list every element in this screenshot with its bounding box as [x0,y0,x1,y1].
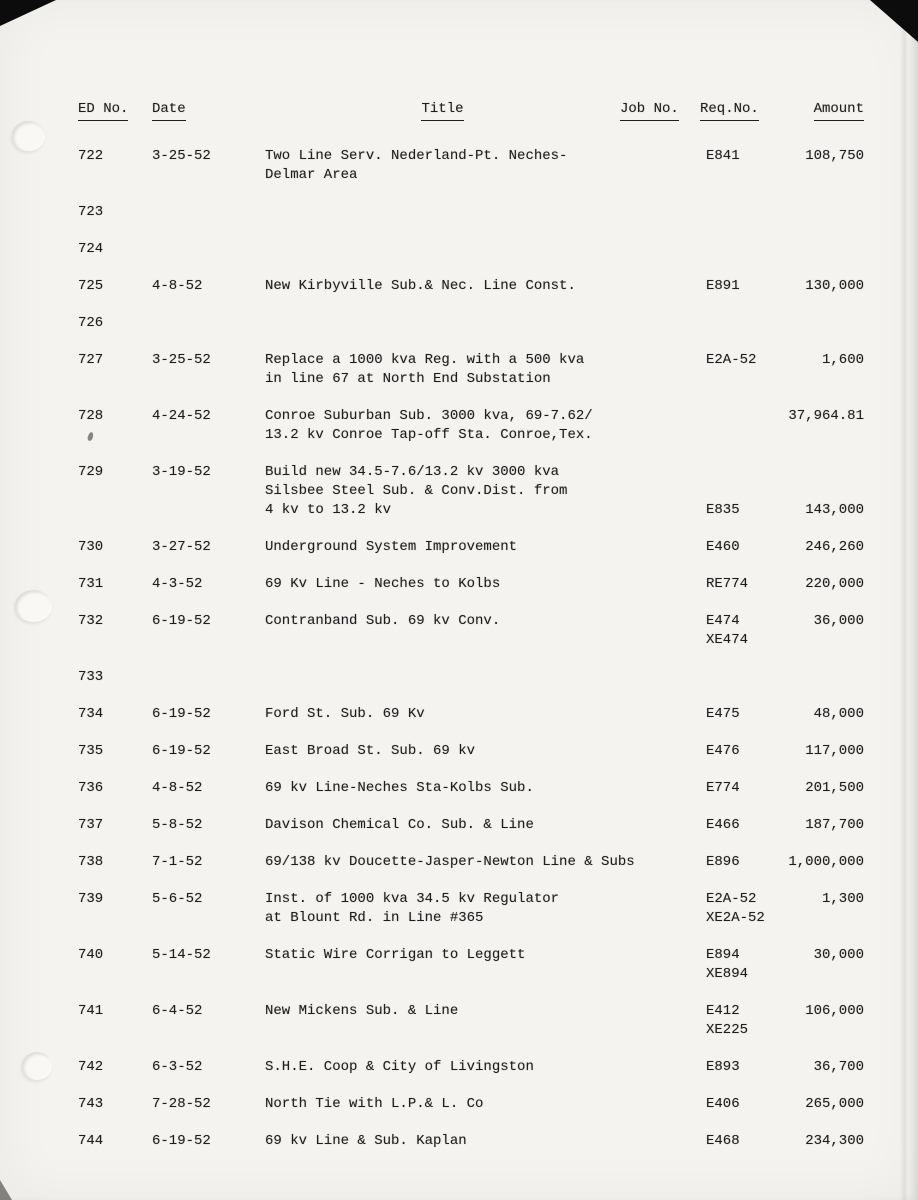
req-line: XE474 [706,632,749,648]
punch-hole [12,121,45,151]
header-job-no [620,100,700,121]
table-row [78,1058,900,1077]
table-row [78,816,900,835]
ed-cell: 735 [78,743,104,759]
title-cell [265,203,620,222]
amount-line: 108,750 [805,148,864,164]
req-cell [700,853,788,872]
table-row [78,203,900,222]
table-row [78,463,900,520]
scan-artifact-corner-bottom-left [0,1180,12,1200]
req-cell [700,705,788,724]
req-line: E474 [706,613,740,629]
title-line: Conroe Suburban Sub. 3000 kva, 69-7.62/ [265,408,593,424]
date-cell: 7-28-52 [152,1096,211,1112]
req-line: RE774 [706,576,749,592]
ed-cell: 729 [78,464,104,480]
req-line: E893 [706,1059,740,1075]
req-cell [700,463,788,520]
req-line: XE894 [706,966,749,982]
job-cell [620,407,700,445]
amount-cell [788,240,900,259]
table-row [78,890,900,928]
req-cell [700,890,788,928]
title-cell [265,1058,620,1077]
amount-line: 30,000 [813,947,864,963]
date-cell: 3-25-52 [152,352,211,368]
date-cell: 3-19-52 [152,464,211,480]
amount-line [788,463,864,482]
job-cell [620,890,700,928]
title-cell [265,779,620,798]
ed-cell: 732 [78,613,104,629]
punch-hole [22,1052,52,1080]
amount-line: 36,000 [813,613,864,629]
amount-line: 36,700 [813,1059,864,1075]
amount-cell [788,351,900,389]
ed-cell: 736 [78,780,104,796]
table-header-row [78,100,900,121]
amount-line: 130,000 [805,278,864,294]
req-line: E835 [706,502,740,518]
title-line: at Blount Rd. in Line #365 [265,910,484,926]
amount-cell [788,1058,900,1077]
date-cell [152,668,265,687]
amount-cell [788,1095,900,1114]
title-cell [265,853,635,872]
amount-line: 117,000 [805,743,864,759]
title-line: Silsbee Steel Sub. & Conv.Dist. from [265,483,568,499]
table-row [78,575,900,594]
amount-cell [788,946,900,984]
date-cell: 5-8-52 [152,817,203,833]
req-cell [700,779,788,798]
amount-line: 265,000 [805,1096,864,1112]
ed-cell: 738 [78,854,104,870]
title-line: in line 67 at North End Substation [265,371,551,387]
amount-cell [788,538,900,557]
job-cell [620,705,700,724]
table-row [78,853,900,872]
req-line: E406 [706,1096,740,1112]
title-line: Ford St. Sub. 69 Kv [265,706,425,722]
amount-cell [788,612,900,650]
title-line: Contranband Sub. 69 kv Conv. [265,613,501,629]
header-date-label: Date [152,100,186,121]
ed-cell: 737 [78,817,104,833]
title-line: Davison Chemical Co. Sub. & Line [265,817,534,833]
req-line: E841 [706,148,740,164]
table-row [78,668,900,687]
req-line: E774 [706,780,740,796]
req-cell [700,147,788,185]
date-cell: 5-14-52 [152,947,211,963]
title-cell [265,407,620,445]
req-line: XE225 [706,1022,749,1038]
req-cell [700,277,788,296]
table-row [78,314,900,333]
amount-cell [788,463,900,520]
table-row [78,1132,900,1151]
title-cell [265,463,620,520]
ed-cell: 740 [78,947,104,963]
req-cell [700,203,788,222]
ed-cell: 730 [78,539,104,555]
title-cell [265,277,620,296]
ed-cell: 725 [78,278,104,294]
job-cell [620,668,700,687]
amount-cell [788,890,900,928]
table-row [78,946,900,984]
req-line: E466 [706,817,740,833]
job-cell [620,1002,700,1040]
title-line: Build new 34.5-7.6/13.2 kv 3000 kva [265,464,560,480]
amount-cell [788,779,900,798]
amount-line: 1,600 [821,352,864,368]
req-line: E894 [706,947,740,963]
ed-cell: 722 [78,148,104,164]
amount-line: 187,700 [805,817,864,833]
req-cell [700,668,788,687]
amount-line: 220,000 [805,576,864,592]
title-cell [265,1002,620,1040]
table-row [78,147,900,185]
title-line: 69/138 kv Doucette-Jasper-Newton Line & Subs [265,854,635,870]
job-cell [620,612,700,650]
header-ed-no-label: ED No. [78,100,128,121]
amount-cell [788,203,900,222]
date-cell: 4-3-52 [152,576,203,592]
amount-cell [788,816,900,835]
date-cell [152,240,265,259]
job-cell [620,575,700,594]
date-cell: 6-19-52 [152,743,211,759]
amount-line: 201,500 [805,780,864,796]
req-line: XE2A-52 [706,910,765,926]
date-cell: 6-4-52 [152,1003,203,1019]
title-cell [265,1095,620,1114]
table-row [78,240,900,259]
header-req-no [700,100,788,121]
title-cell [265,612,620,650]
title-line: 69 kv Line & Sub. Kaplan [265,1133,467,1149]
ed-cell: 723 [78,204,104,220]
title-line: 69 kv Line-Neches Sta-Kolbs Sub. [265,780,534,796]
scan-artifact-corner-top-right [870,0,918,42]
date-cell [152,314,265,333]
table-row [78,1002,900,1040]
title-line: Inst. of 1000 kva 34.5 kv Regulator [265,891,560,907]
date-cell: 7-1-52 [152,854,203,870]
req-cell [700,816,788,835]
date-cell [152,203,265,222]
title-line: Delmar Area [265,167,358,183]
title-cell [265,668,620,687]
req-line: E412 [706,1003,740,1019]
title-line: 4 kv to 13.2 kv [265,502,392,518]
amount-cell [788,277,900,296]
job-cell [620,946,700,984]
amount-cell [788,705,900,724]
punch-hole [15,590,52,622]
ed-cell: 744 [78,1133,104,1149]
req-cell [700,538,788,557]
title-line: East Broad St. Sub. 69 kv [265,743,476,759]
amount-line: 1,000,000 [788,854,864,870]
title-line: S.H.E. Coop & City of Livingston [265,1059,534,1075]
title-cell [265,890,620,928]
date-cell: 3-25-52 [152,148,211,164]
table-row [78,1095,900,1114]
ed-cell: 731 [78,576,104,592]
table-body [78,147,900,1151]
req-cell [700,575,788,594]
header-req-no-label: Req.No. [700,100,759,121]
table-row [78,779,900,798]
title-cell [265,742,620,761]
date-cell: 4-24-52 [152,408,211,424]
title-line: New Kirbyville Sub.& Nec. Line Const. [265,278,576,294]
amount-line: 143,000 [805,502,864,518]
job-cell [620,742,700,761]
header-ed-no [78,100,152,121]
title-line: Replace a 1000 kva Reg. with a 500 kva [265,352,585,368]
amount-cell [788,575,900,594]
amount-cell [788,314,900,333]
date-cell: 6-19-52 [152,613,211,629]
ed-cell: 726 [78,315,104,331]
date-cell: 6-3-52 [152,1059,203,1075]
table-row [78,538,900,557]
amount-cell [788,668,900,687]
amount-cell [788,407,900,445]
ed-cell: 739 [78,891,104,907]
job-cell [620,779,700,798]
ed-cell: 741 [78,1003,104,1019]
ed-cell: 743 [78,1096,104,1112]
amount-line: 1,300 [821,891,864,907]
req-line: E468 [706,1133,740,1149]
job-cell [620,240,700,259]
req-cell [700,1132,788,1151]
req-cell [700,240,788,259]
table-row [78,277,900,296]
title-cell [265,946,620,984]
ledger-table [78,100,900,1169]
job-cell [620,1058,700,1077]
job-cell [620,147,700,185]
job-cell [620,816,700,835]
req-line: E896 [706,854,740,870]
ed-cell: 724 [78,241,104,257]
job-cell [620,1132,700,1151]
amount-cell [788,1002,900,1040]
title-cell [265,816,620,835]
table-row [78,742,900,761]
title-line: 69 Kv Line - Neches to Kolbs [265,576,501,592]
header-amount-label: Amount [814,100,864,121]
title-line: Underground System Improvement [265,539,518,555]
title-cell [265,575,620,594]
req-cell [700,946,788,984]
table-row [78,407,900,445]
scan-artifact-corner-top-left [0,0,56,26]
header-date [152,100,265,121]
title-cell [265,147,620,185]
date-cell: 4-8-52 [152,278,203,294]
amount-line: 246,260 [805,539,864,555]
req-line: E476 [706,743,740,759]
req-cell [700,742,788,761]
job-cell [620,853,700,872]
amount-cell [788,742,900,761]
date-cell: 4-8-52 [152,780,203,796]
amount-line: 106,000 [805,1003,864,1019]
title-line: New Mickens Sub. & Line [265,1003,459,1019]
req-cell [700,1002,788,1040]
title-cell [265,314,620,333]
date-cell: 3-27-52 [152,539,211,555]
job-cell [620,463,700,520]
ed-cell: 733 [78,669,104,685]
table-row [78,351,900,389]
title-line: Two Line Serv. Nederland-Pt. Neches- [265,148,568,164]
job-cell [620,351,700,389]
job-cell [620,538,700,557]
req-line [706,463,788,482]
amount-cell [788,853,900,872]
req-line: E460 [706,539,740,555]
title-line: North Tie with L.P.& L. Co [265,1096,484,1112]
header-amount [788,100,900,121]
job-cell [620,1095,700,1114]
req-line: E2A-52 [706,891,757,907]
req-cell [700,1058,788,1077]
title-cell [265,705,620,724]
table-row [78,705,900,724]
amount-line: 37,964.81 [788,408,864,424]
req-cell [700,351,788,389]
date-cell: 6-19-52 [152,1133,211,1149]
ed-cell: 742 [78,1059,104,1075]
header-title [265,100,620,121]
title-cell [265,240,620,259]
header-title-label: Title [421,100,463,121]
amount-line [788,482,864,501]
req-cell [700,407,788,445]
title-line: Static Wire Corrigan to Leggett [265,947,526,963]
job-cell [620,277,700,296]
title-cell [265,1132,620,1151]
table-row [78,612,900,650]
amount-cell [788,1132,900,1151]
amount-line: 48,000 [813,706,864,722]
req-line [706,482,788,501]
title-cell [265,538,620,557]
ed-cell: 728 [78,408,104,424]
ed-cell: 727 [78,352,104,368]
header-job-no-label: Job No. [620,100,679,121]
date-cell: 6-19-52 [152,706,211,722]
req-cell [700,314,788,333]
ed-cell: 734 [78,706,104,722]
req-line: E475 [706,706,740,722]
req-line: E2A-52 [706,352,757,368]
job-cell [620,314,700,333]
job-cell [620,203,700,222]
req-line: E891 [706,278,740,294]
title-cell [265,351,620,389]
req-cell [700,1095,788,1114]
title-line: 13.2 kv Conroe Tap-off Sta. Conroe,Tex. [265,427,593,443]
amount-line: 234,300 [805,1133,864,1149]
req-cell [700,612,788,650]
date-cell: 5-6-52 [152,891,203,907]
amount-cell [788,147,900,185]
